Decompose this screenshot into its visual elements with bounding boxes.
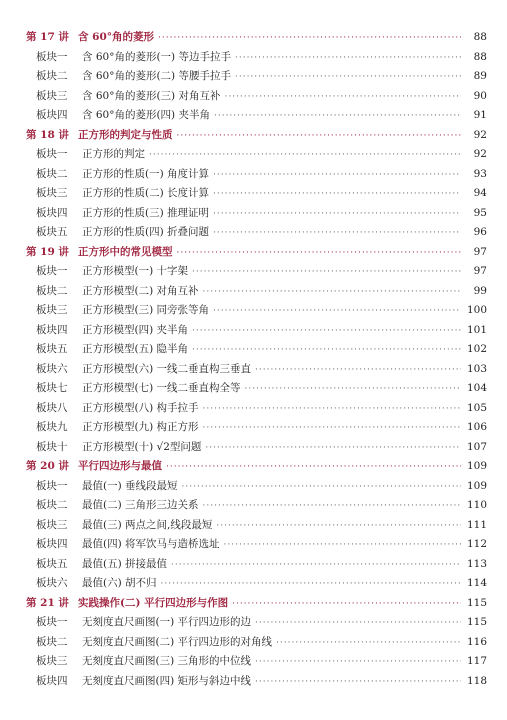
- dot-leader: [255, 614, 461, 634]
- page-number: 90: [473, 89, 487, 102]
- section-title: 无刻度直尺画图(四) 矩形与斜边中线: [82, 674, 252, 687]
- section-title: 含 60°角的菱形(三) 对角互补: [82, 89, 221, 102]
- dot-leader: [255, 361, 461, 381]
- section-entry[interactable]: [26, 418, 487, 438]
- section-title: 无刻度直尺画图(二) 平行四边形的对角线: [82, 635, 273, 648]
- dot-leader: [255, 673, 461, 693]
- page-number: 106: [466, 421, 487, 433]
- section-number: 板块二: [36, 635, 68, 648]
- dot-leader: [192, 263, 461, 283]
- section-title: 正方形模型(九) 构正方形: [82, 421, 199, 433]
- section-title: 含 60°角的菱形(四) 夹半角: [82, 109, 210, 121]
- page-number: 109: [466, 479, 487, 492]
- section-entry[interactable]: [26, 165, 487, 185]
- section-number: 板块三: [36, 187, 68, 199]
- section-number: 板块二: [36, 284, 68, 297]
- dot-leader: [203, 419, 461, 439]
- page-number: 100: [466, 304, 487, 316]
- section-title: 正方形的性质(一) 角度计算: [82, 167, 210, 180]
- section-number: 板块四: [36, 109, 68, 121]
- section-entry[interactable]: [26, 438, 487, 458]
- page-number: 109: [466, 460, 487, 472]
- page-number: 97: [473, 265, 487, 277]
- dot-leader: [276, 634, 461, 654]
- page-number: 115: [466, 616, 487, 628]
- page-number: 111: [466, 518, 487, 531]
- page-number: 103: [466, 362, 487, 375]
- chapter-title: 平行四边形与最值: [78, 460, 162, 472]
- chapter-entry[interactable]: [26, 457, 487, 477]
- section-title: 正方形模型(八) 构手拉手: [82, 401, 199, 414]
- section-entry[interactable]: [26, 301, 487, 321]
- section-number: 板块五: [36, 557, 68, 570]
- section-entry[interactable]: [26, 321, 487, 341]
- section-title: 最值(三) 两点之间,线段最短: [82, 518, 213, 531]
- section-number: 板块一: [36, 148, 68, 160]
- section-number: 板块一: [36, 50, 68, 63]
- section-title: 正方形模型(七) 一线二垂直构全等: [82, 382, 241, 394]
- section-entry[interactable]: [26, 184, 487, 204]
- dot-leader: [232, 595, 461, 615]
- dot-leader: [216, 517, 461, 537]
- section-entry[interactable]: [26, 145, 487, 165]
- section-title: 无刻度直尺画图(一) 平行四边形的边: [82, 616, 252, 628]
- section-title: 最值(六) 胡不归: [82, 577, 157, 589]
- section-entry[interactable]: [26, 613, 487, 633]
- page-number: 101: [466, 323, 487, 336]
- section-number: 板块十: [36, 440, 68, 453]
- section-entry[interactable]: [26, 282, 487, 302]
- dot-leader: [213, 185, 461, 205]
- page-number: 116: [466, 635, 487, 648]
- section-number: 板块五: [36, 226, 68, 238]
- chapter-title: 实践操作(二) 平行四边形与作图: [78, 596, 229, 609]
- section-entry[interactable]: [26, 535, 487, 555]
- section-number: 板块二: [36, 167, 68, 180]
- section-entry[interactable]: [26, 262, 487, 282]
- section-title: 正方形模型(六) 一线二垂直构三垂直: [82, 362, 252, 375]
- dot-leader: [166, 458, 461, 478]
- section-title: 最值(四) 将军饮马与造桥选址: [82, 538, 220, 550]
- section-title: 最值(一) 垂线段最短: [82, 479, 178, 492]
- section-entry[interactable]: [26, 48, 487, 68]
- section-number: 板块二: [36, 499, 68, 511]
- section-number: 板块九: [36, 421, 68, 433]
- section-title: 正方形模型(二) 对角互补: [82, 284, 199, 297]
- dot-leader: [213, 166, 461, 186]
- dot-leader: [213, 302, 461, 322]
- section-title: 正方形模型(四) 夹半角: [82, 323, 189, 336]
- dot-leader: [177, 244, 462, 264]
- section-entry[interactable]: [26, 106, 487, 126]
- page-number: 94: [473, 187, 487, 199]
- section-entry[interactable]: [26, 67, 487, 87]
- section-number: 板块一: [36, 265, 68, 277]
- section-entry[interactable]: [26, 516, 487, 536]
- section-entry[interactable]: [26, 496, 487, 516]
- section-entry[interactable]: [26, 360, 487, 380]
- section-entry[interactable]: [26, 652, 487, 672]
- dot-leader: [203, 400, 461, 420]
- section-number: 板块三: [36, 304, 68, 316]
- chapter-entry[interactable]: [26, 594, 487, 614]
- section-title: 正方形的性质(四) 折叠问题: [82, 226, 210, 238]
- section-entry[interactable]: [26, 399, 487, 419]
- dot-leader: [235, 49, 461, 69]
- page-number: 99: [473, 284, 487, 297]
- page-number: 97: [473, 245, 487, 258]
- page-number: 107: [466, 440, 487, 453]
- section-number: 板块一: [36, 616, 68, 628]
- dot-leader: [192, 341, 461, 361]
- section-number: 板块三: [36, 89, 68, 102]
- section-entry[interactable]: [26, 204, 487, 224]
- dot-leader: [192, 322, 461, 342]
- dot-leader: [203, 283, 461, 303]
- dot-leader: [224, 536, 461, 556]
- section-entry[interactable]: [26, 555, 487, 575]
- section-entry[interactable]: [26, 672, 487, 692]
- chapter-entry[interactable]: [26, 243, 487, 263]
- chapter-number: 第 19 讲: [26, 245, 69, 258]
- section-number: 板块六: [36, 362, 68, 375]
- dot-leader: [149, 146, 461, 166]
- chapter-number: 第 20 讲: [26, 460, 69, 472]
- dot-leader: [213, 205, 461, 225]
- page-number: 114: [466, 577, 487, 589]
- page-number: 105: [466, 401, 487, 414]
- section-title: 正方形的性质(三) 推理证明: [82, 206, 210, 219]
- chapter-entry[interactable]: [26, 126, 487, 146]
- dot-leader: [182, 478, 461, 498]
- section-number: 板块四: [36, 674, 68, 687]
- page-number: 112: [466, 538, 487, 550]
- section-number: 板块四: [36, 323, 68, 336]
- section-entry[interactable]: [26, 477, 487, 497]
- section-number: 板块五: [36, 343, 68, 355]
- page-number: 88: [473, 50, 487, 63]
- page-number: 92: [473, 128, 487, 141]
- section-entry[interactable]: [26, 87, 487, 107]
- dot-leader: [255, 653, 461, 673]
- section-number: 板块二: [36, 70, 68, 82]
- section-number: 板块七: [36, 382, 68, 394]
- section-title: 正方形模型(一) 十字架: [82, 265, 189, 277]
- dot-leader: [203, 497, 461, 517]
- dot-leader: [171, 556, 461, 576]
- section-entry[interactable]: [26, 633, 487, 653]
- dot-leader: [235, 68, 461, 88]
- dot-leader: [158, 29, 461, 49]
- section-title: 含 60°角的菱形(二) 等腰手拉手: [82, 70, 231, 82]
- page-number: 117: [466, 655, 487, 667]
- section-title: 正方形的性质(二) 长度计算: [82, 187, 210, 199]
- page-number: 89: [473, 70, 487, 82]
- chapter-title: 正方形的判定与性质: [78, 128, 173, 141]
- section-number: 板块四: [36, 206, 68, 219]
- dot-leader: [161, 575, 461, 595]
- section-title: 含 60°角的菱形(一) 等边手拉手: [82, 50, 231, 63]
- section-entry[interactable]: [26, 379, 487, 399]
- page-number: 91: [473, 109, 487, 121]
- page-number: 88: [473, 31, 487, 43]
- page-number: 95: [473, 206, 487, 219]
- chapter-title: 含 60°角的菱形: [78, 31, 155, 43]
- page-number: 115: [466, 596, 487, 609]
- section-title: 正方形模型(五) 隐半角: [82, 343, 189, 355]
- section-number: 板块六: [36, 577, 68, 589]
- section-number: 板块三: [36, 655, 68, 667]
- dot-leader: [177, 127, 462, 147]
- chapter-number: 第 21 讲: [26, 596, 69, 609]
- section-title: 无刻度直尺画图(三) 三角形的中位线: [82, 655, 252, 667]
- dot-leader: [205, 439, 461, 459]
- dot-leader: [245, 380, 461, 400]
- dot-leader: [214, 107, 461, 127]
- section-entry[interactable]: [26, 223, 487, 243]
- chapter-number: 第 18 讲: [26, 128, 69, 141]
- page-number: 102: [466, 343, 487, 355]
- section-title: 最值(五) 拼接最值: [82, 557, 168, 570]
- section-number: 板块三: [36, 518, 68, 531]
- page-number: 113: [466, 557, 487, 570]
- page-number: 92: [473, 148, 487, 160]
- section-title: 正方形的判定: [82, 148, 145, 160]
- page-number: 104: [466, 382, 487, 394]
- section-number: 板块八: [36, 401, 68, 414]
- chapter-number: 第 17 讲: [26, 31, 69, 43]
- chapter-title: 正方形中的常见模型: [78, 245, 173, 258]
- page-number: 118: [466, 674, 487, 687]
- page-number: 93: [473, 167, 487, 180]
- section-title: 正方形模型(十) √2型问题: [82, 440, 202, 453]
- section-title: 最值(二) 三角形三边关系: [82, 499, 199, 511]
- section-entry[interactable]: [26, 574, 487, 594]
- page-number: 110: [466, 499, 487, 511]
- dot-leader: [224, 88, 461, 108]
- section-number: 板块一: [36, 479, 68, 492]
- dot-leader: [213, 224, 461, 244]
- section-entry[interactable]: [26, 340, 487, 360]
- section-number: 板块四: [36, 538, 68, 550]
- page-number: 96: [473, 226, 487, 238]
- chapter-entry[interactable]: [26, 28, 487, 48]
- section-title: 正方形模型(三) 同旁张等角: [82, 304, 210, 316]
